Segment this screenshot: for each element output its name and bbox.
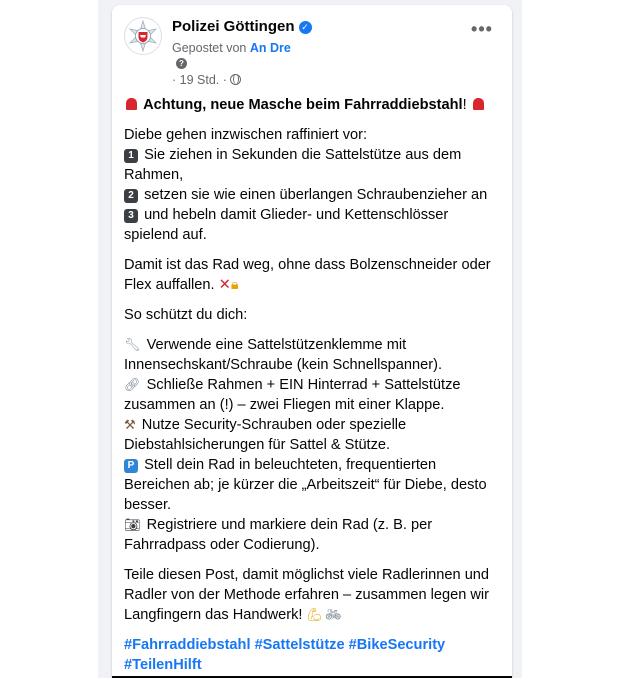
tip-5a: Registriere und markiere dein Rad (z. B. per [146, 517, 433, 533]
keycap-one-icon: 1 [124, 149, 138, 163]
tip-1a: Verwende eine Sattelstützenklemme mit [146, 337, 407, 353]
link-chain-icon: 🔗︎ [124, 377, 141, 392]
hashtags [124, 635, 502, 675]
tip-3a: Nutze Security-Schrauben oder spezielle [141, 417, 407, 433]
page-name[interactable] [172, 18, 312, 35]
keycap-two-icon: 2 [124, 189, 138, 203]
method-step-1b: Rahmen, [124, 167, 184, 183]
keycap-three-icon: 3 [124, 209, 138, 223]
share-line-2: Radler von der Methode erfahren – zusammen legen wir [124, 587, 490, 603]
hashtags-line-1[interactable]: #Fahrraddiebstahl #Sattelstütze #BikeSecurity [124, 637, 446, 653]
hammer-wrench-icon: ⚒︎ [124, 417, 136, 432]
police-star-logo-icon [125, 18, 161, 54]
posted-by-prefix: Gepostet von [172, 41, 247, 55]
globe-icon[interactable] [230, 74, 241, 85]
post-body [124, 95, 502, 678]
method-step-1a: Sie ziehen in Sekunden die Sattelstütze aus dem [144, 147, 462, 163]
method-step-3a: und hebeln damit Glieder- und Kettenschlösser [144, 207, 449, 223]
method-intro: Diebe gehen inzwischen raffiniert vor: [124, 127, 368, 143]
siren-icon [473, 98, 484, 110]
parking-icon: P [124, 459, 138, 473]
post-time[interactable]: · 19 Std. · [172, 73, 227, 87]
siren-icon [126, 98, 137, 110]
tip-1b: Innensechskant/Schraube (kein Schnellspanner). [124, 357, 443, 373]
headline-text: Achtung, neue Masche beim Fahrraddiebstahl [143, 97, 463, 113]
protect-heading: So schützt du dich: [124, 307, 248, 323]
lock-icon: 🔒︎ [230, 277, 239, 293]
wrench-icon: 🔧︎ [124, 337, 141, 352]
author-link[interactable]: An Dre [249, 41, 291, 55]
paragraph-result [124, 255, 502, 295]
page-background-right [522, 0, 630, 678]
post-meta [172, 73, 241, 87]
paragraph-protect-heading [124, 305, 502, 325]
camera-icon: 📷︎ [124, 517, 141, 532]
page-name-text[interactable]: Polizei Göttingen [172, 18, 295, 35]
verified-badge-icon: ✓ [299, 21, 312, 34]
paragraph-method [124, 125, 502, 245]
page-avatar[interactable] [124, 17, 162, 55]
posted-by-line [172, 41, 291, 55]
paragraph-share [124, 565, 502, 625]
post-card [112, 5, 512, 678]
page-background-left [0, 0, 98, 678]
bicycle-icon: 🚲︎ [325, 607, 342, 622]
share-line-1: Teile diesen Post, damit möglichst viele Radlerinnen und [124, 567, 490, 583]
more-options-icon: ••• [471, 19, 493, 39]
tip-4b: Bereichen ab; je kürzer die „Arbeitszeit“ für Diebe, desto [124, 477, 487, 493]
method-step-3b: spielend auf. [124, 227, 207, 243]
cross-mark-icon: ✕ [218, 277, 231, 293]
tip-4c: besser. [124, 497, 172, 513]
tip-4a: Stell dein Rad in beleuchteten, frequentierten [144, 457, 437, 473]
more-options-button[interactable] [464, 19, 500, 43]
hashtags-line-2[interactable]: #TeilenHilft [124, 657, 202, 673]
question-icon[interactable]: ? [176, 58, 187, 69]
result-line-2: Flex auffallen. [124, 277, 215, 293]
method-step-2: setzen sie wie einen überlangen Schraubenzieher an [144, 187, 488, 203]
flexed-biceps-icon: 💪︎ [306, 607, 324, 622]
result-line-1: Damit ist das Rad weg, ohne dass Bolzenschneider oder [124, 257, 491, 273]
tip-5b: Fahrradpass oder Codierung). [124, 537, 320, 553]
tip-2a: Schließe Rahmen + EIN Hinterrad + Sattelstütze [146, 377, 461, 393]
headline [124, 95, 502, 115]
share-line-3: Langfingern das Handwerk! [124, 607, 303, 623]
tip-3b: Diebstahlsicherungen für Sattel & Stütze. [124, 437, 391, 453]
tip-2b: zusammen an (!) – zwei Fliegen mit einer Klappe. [124, 397, 445, 413]
headline-end: ! [462, 97, 467, 113]
paragraph-tips [124, 335, 502, 555]
